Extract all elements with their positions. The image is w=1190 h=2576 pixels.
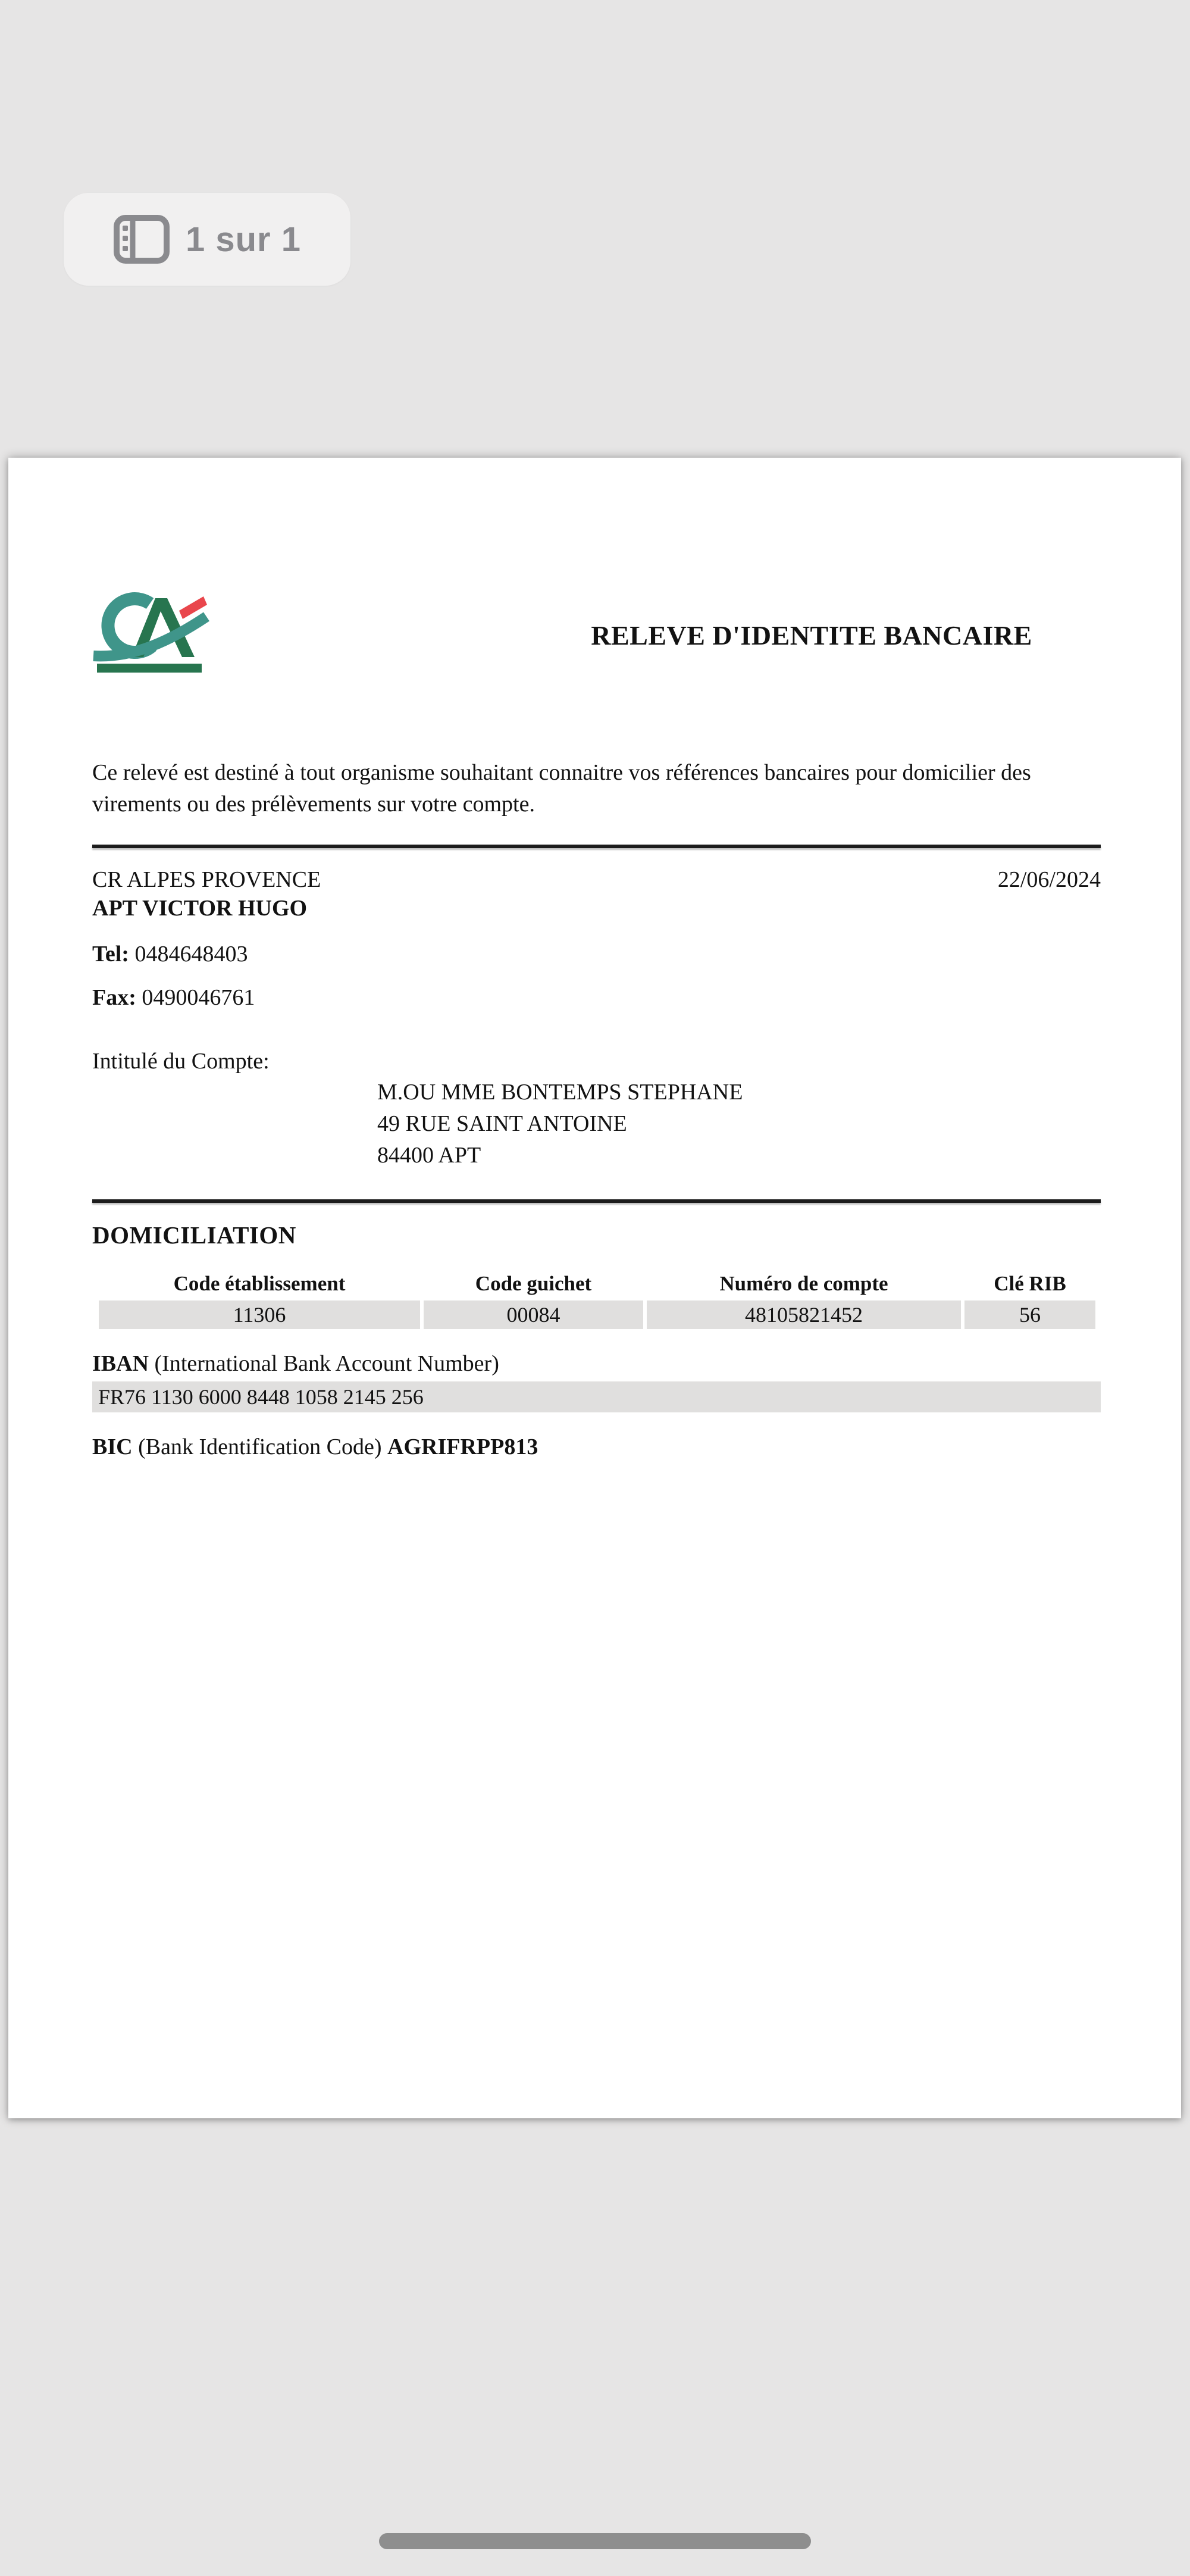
header-code-etablissement: Code établissement: [173, 1272, 346, 1295]
fax-value: 0490046761: [142, 985, 255, 1010]
account-holder-city: 84400 APT: [377, 1143, 481, 1168]
tel-line: [92, 941, 248, 967]
value-code-etablissement: 11306: [99, 1300, 420, 1329]
bic-label-suffix: (Bank Identification Code): [132, 1434, 388, 1459]
account-holder-name: M.OU MME BONTEMPS STEPHANE: [377, 1080, 743, 1105]
tel-value: 0484648403: [134, 942, 248, 967]
iban-value: FR76 1130 6000 8448 1058 2145 256: [98, 1385, 424, 1409]
intro-paragraph: Ce relevé est destiné à tout organisme souhaitant connaitre vos références bancaires pour domicilier des virements ou des prélèvements sur votre compte.: [92, 760, 1031, 817]
fax-line: [92, 984, 255, 1011]
home-indicator[interactable]: [379, 2533, 811, 2549]
iban-label-suffix: (International Bank Account Number): [149, 1351, 499, 1376]
header-numero-compte: Numéro de compte: [719, 1272, 888, 1295]
bic-value: AGRIFRPP813: [387, 1434, 538, 1459]
iban-label-line: [92, 1350, 499, 1377]
rib-table-header-row: [99, 1272, 1101, 1296]
statement-date: 22/06/2024: [997, 867, 1101, 892]
iban-label: IBAN: [92, 1351, 149, 1376]
document-page: [8, 458, 1181, 2118]
agency-name: CR ALPES PROVENCE: [92, 867, 321, 892]
sidebar-toggle-icon: [113, 214, 170, 264]
divider-top: [92, 845, 1101, 848]
iban-value-bar: [92, 1381, 1101, 1412]
bic-line: [92, 1434, 538, 1460]
page-indicator-label: 1 sur 1: [186, 220, 301, 259]
header-code-guichet: Code guichet: [475, 1272, 592, 1295]
account-holder-label: Intitulé du Compte:: [92, 1049, 270, 1074]
fax-label: Fax:: [92, 985, 136, 1010]
value-code-guichet: 00084: [424, 1300, 643, 1329]
value-cle-rib: 56: [964, 1300, 1095, 1329]
credit-agricole-logo: [92, 590, 212, 674]
header-cle-rib: Clé RIB: [994, 1272, 1066, 1295]
account-holder-street: 49 RUE SAINT ANTOINE: [377, 1111, 627, 1136]
value-numero-compte: 48105821452: [647, 1300, 961, 1329]
account-holder-address: [377, 1077, 743, 1171]
tel-label: Tel:: [92, 942, 129, 967]
document-title: RELEVE D'IDENTITE BANCAIRE: [591, 620, 1032, 651]
agency-branch: APT VICTOR HUGO: [92, 896, 308, 921]
rib-table-value-row: [99, 1300, 1101, 1329]
domiciliation-heading: DOMICILIATION: [92, 1221, 296, 1249]
bic-label: BIC: [92, 1434, 133, 1459]
divider-bottom: [92, 1199, 1101, 1203]
agency-row: [92, 867, 1101, 893]
page-indicator-pill[interactable]: [64, 193, 350, 286]
